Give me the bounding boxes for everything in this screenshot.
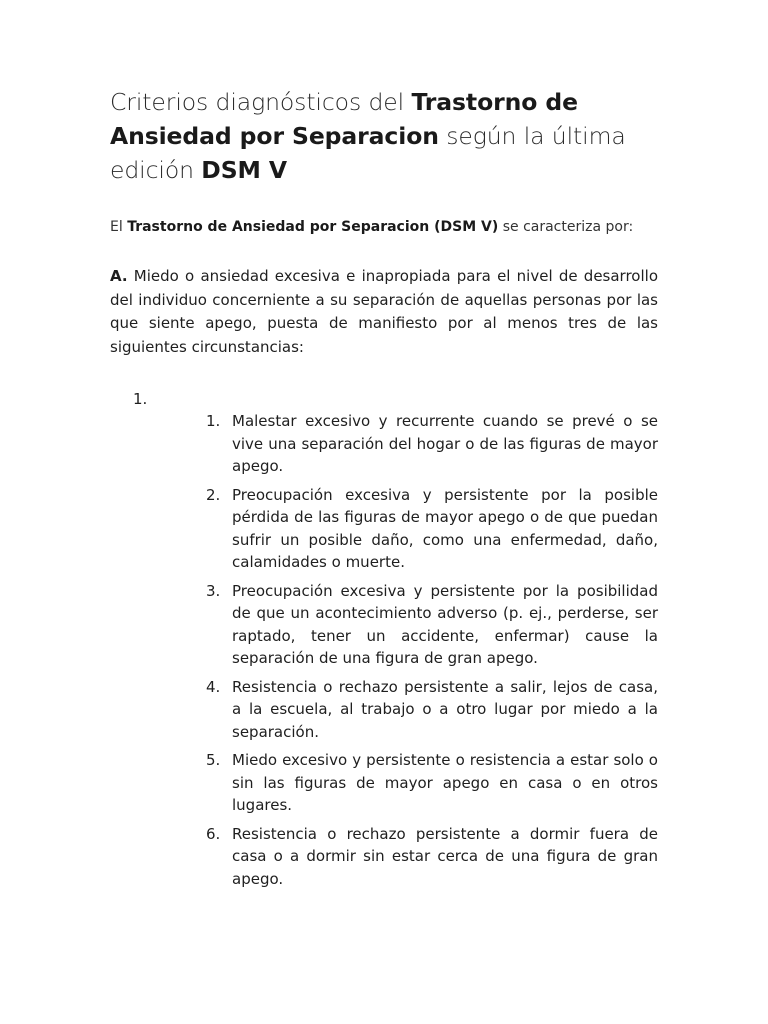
outer-list-number: 1.	[133, 390, 148, 408]
list-item	[206, 823, 658, 891]
list-item-number: 6.	[206, 824, 221, 843]
document-body	[110, 85, 658, 374]
list-item	[206, 410, 658, 478]
criterion-a-text: Miedo o ansiedad excesiva e inapropiada para el nivel de desarrollo del individuo concerniente a su separación de aquellas personas por las que siente apego, puesta de manifiesto por al menos tres de las siguientes circunstancias:	[110, 267, 658, 356]
page-title	[110, 85, 658, 187]
list-item	[206, 749, 658, 817]
circumstances-list	[206, 410, 658, 896]
lead-paragraph	[110, 216, 658, 238]
list-item-text: Malestar excesivo y recurrente cuando se prevé o se vive una separación del hogar o de las figuras de mayor apego.	[232, 412, 658, 475]
title-bold-disorder: Trastorno de Ansiedad por Separacion	[110, 88, 578, 150]
list-item-text: Preocupación excesiva y persistente por la posibilidad de que un acontecimiento adverso (p. ej., perderse, ser raptado, tener un accidente, enfermar) cause la separación de una figura de gran apego.	[232, 581, 658, 667]
list-item-text: Resistencia o rechazo persistente a salir, lejos de casa, a la escuela, al trabajo o a otro lugar por miedo a la separación.	[232, 677, 658, 741]
list-item	[206, 580, 658, 670]
lead-prefix: El	[110, 219, 128, 235]
list-item-number: 5.	[206, 751, 221, 769]
title-bold-dsm: DSM V	[201, 156, 287, 184]
criterion-a-paragraph	[110, 265, 658, 359]
list-item-number: 2.	[206, 485, 221, 504]
list-item-number: 3.	[206, 581, 221, 600]
list-item-text: Resistencia o rechazo persistente a dormir fuera de casa o a dormir sin estar cerca de una figura de gran apego.	[232, 824, 658, 888]
list-item	[206, 676, 658, 744]
list-item-number: 4.	[206, 677, 221, 696]
title-text-part1: Criterios diagnósticos del	[110, 88, 412, 116]
list-item-text: Miedo excesivo y persistente o resistencia a estar solo o sin las figuras de mayor apego en casa o en otros lugares.	[232, 751, 658, 814]
title-text-part2: según la última edición	[110, 122, 626, 184]
list-item	[206, 484, 658, 574]
lead-suffix: se caracteriza por:	[498, 219, 634, 235]
lead-bold: Trastorno de Ansiedad por Separacion (DSM V)	[127, 219, 499, 235]
criterion-a-label: A.	[110, 267, 128, 285]
list-item-text: Preocupación excesiva y persistente por la posible pérdida de las figuras de mayor apego o de que puedan sufrir un posible daño, como una enfermedad, daño, calamidades o muerte.	[232, 485, 658, 571]
list-item-number: 1.	[206, 412, 221, 430]
